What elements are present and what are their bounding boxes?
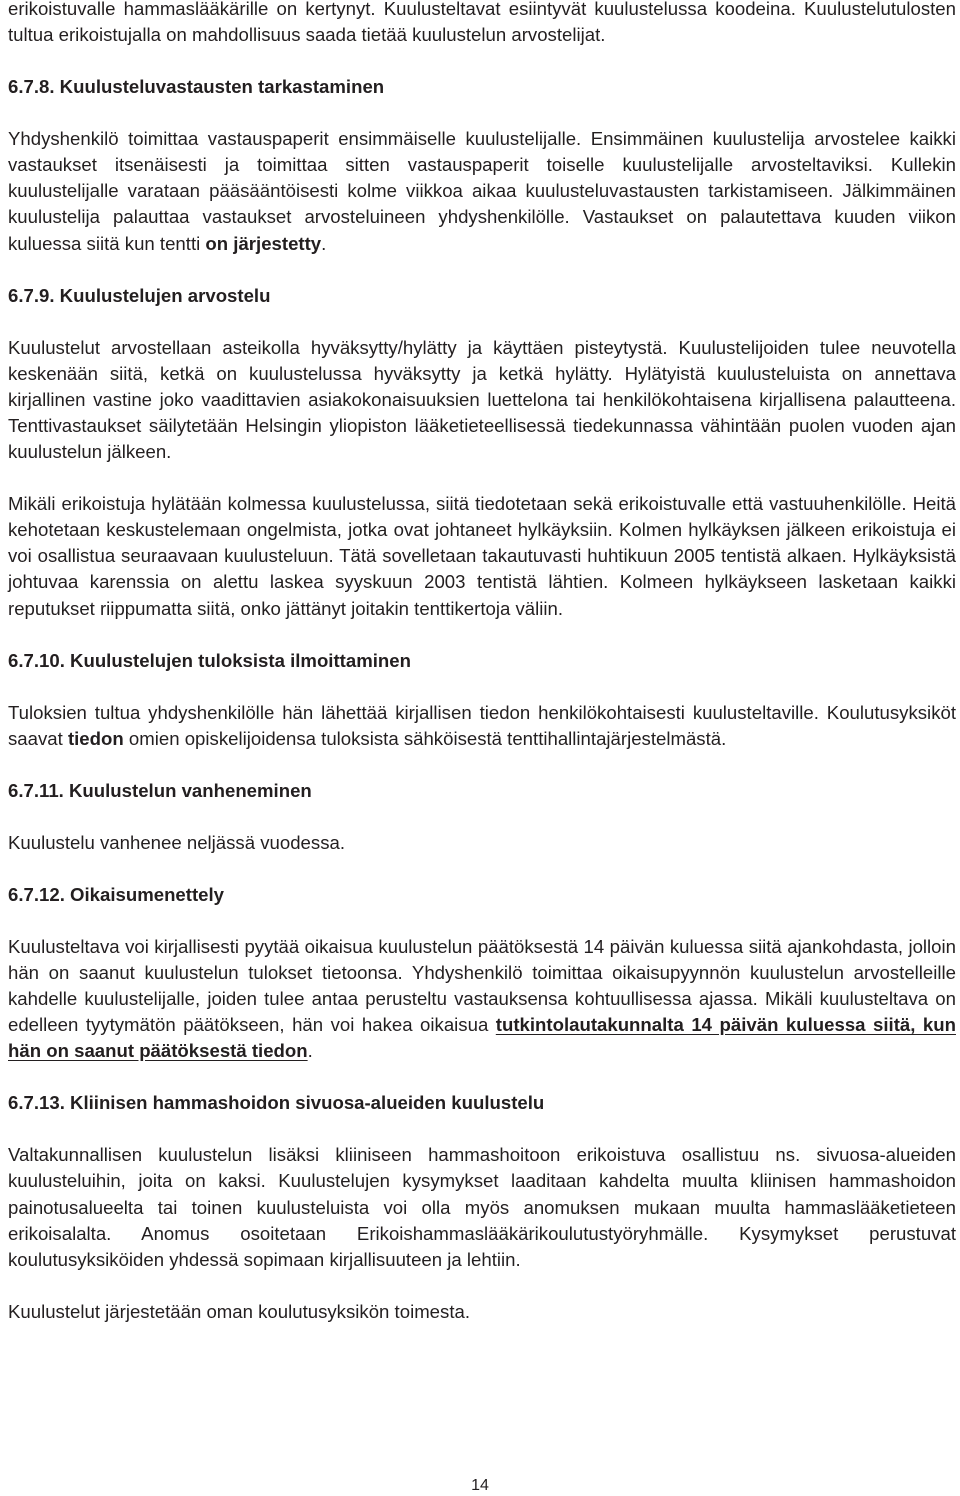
- paragraph: [8, 126, 956, 256]
- section-heading-6-7-8: 6.7.8. Kuulusteluvastausten tarkastaminen: [8, 76, 385, 98]
- paragraph-text: omien opiskelijoidensa tuloksista sähköisestä tenttihallintajärjestelmästä.: [123, 727, 727, 749]
- section-heading-6-7-9: 6.7.9. Kuulustelujen arvostelu: [8, 284, 271, 306]
- paragraph: Valtakunnallisen kuulustelun lisäksi kliiniseen hammashoitoon erikoistuva osallistuu ns. sivuosa-alueiden kuulusteluihin, joita on kaksi. Kuulustelujen kysymykset laaditaan kahdelta muulta kliinisen hammashoidon painotusalueelta tai toinen kuulusteluista voi olla myös anomuksen mukaan muulta hammaslääketieteen erikoisalalta. Anomus osoitetaan Erikoishammaslääkärikoulutustyöryhmälle. Kysymykset perustuvat koulutusyksiköiden yhdessä sopimaan kirjallisuuteen ja lehtiin.: [8, 1144, 956, 1270]
- paragraph: Kuulustelut arvostellaan asteikolla hyväksytty/hylätty ja käyttäen pisteytystä. Kuulustelijoiden tulee neuvotella keskenään siitä, ketkä on kuulustelussa hyväksytty ja ketkä hylätty. Hylätyistä kuulusteluista on annettava kirjallinen vastine joko vaadittavien asiakokonaisuuksien luettelona tai henkilökohtaisena kirjallisena palautteena. Tenttivastaukset säilytetään Helsingin yliopiston lääketieteellisessä tiedekunnassa vähintään puolen vuoden ajan kuulustelun jälkeen.: [8, 336, 956, 463]
- paragraph-text: Ensimmäinen kuulustelija arvostelee kaikki vastaukset itsenäisesti ja toimittaa sitten vastauspaperit toiselle kuulustelijalle arvosteltaviksi. Kullekin kuulustelijalle varataan pääsääntöisesti kolme viikkoa aikaa kuulusteluvastausten tarkistamiseen. Jälkimmäinen kuulustelija palauttaa vastaukset arvosteluineen yhdyshenkilölle. Vastaukset on palautettava kuuden viikon kuluessa siitä kun tentti: [8, 128, 956, 254]
- underlined-bold-text: tutkintolautakunnalta 14 päivän kuluessa siitä, kun hän on saanut päätöksestä tiedon: [8, 1014, 956, 1062]
- paragraph-text: .: [321, 232, 327, 254]
- paragraph: Mikäli erikoistuja hylätään kolmessa kuulustelussa, siitä tiedotetaan sekä erikoistuvalle että vastuuhenkilölle. Heitä kehotetaan keskustelemaan ongelmista, jotka ovat johtaneet hylkäyksiin. Kolmen hylkäyksen jälkeen erikoistuja ei voi osallistua seuraavaan kuulusteluun. Tätä sovelletaan takautuvasti huhtikuun 2005 tentistä alkaen. Hylkäyksistä johtuvaa karenssia on alettu laskea syyskuun 2003 tentistä lähtien. Kolmeen hylkäykseen lasketaan kaikki reputukset riippumatta siitä, onko jättänyt joitakin tenttikertoja väliin.: [8, 493, 956, 619]
- section-heading-6-7-10: 6.7.10. Kuulustelujen tuloksista ilmoittaminen: [8, 649, 411, 671]
- section-heading-6-7-13: 6.7.13. Kliinisen hammashoidon sivuosa-alueiden kuulustelu: [8, 1092, 545, 1114]
- section-heading-6-7-11: 6.7.11. Kuulustelun vanheneminen: [8, 779, 312, 801]
- paragraph-text: .: [307, 1040, 313, 1062]
- intro-paragraph: erikoistuvalle hammaslääkärille on kertynyt. Kuulusteltavat esiintyvät kuulustelussa koodeina. Kuulustelutulosten tultua erikoistujalla on mahdollisuus saada tietää kuulustelun arvostelijat.: [8, 0, 956, 46]
- paragraph: [8, 700, 956, 752]
- section-heading-6-7-12: 6.7.12. Oikaisumenettely: [8, 883, 225, 905]
- paragraph-text: Yhdyshenkilö toimittaa vastauspaperit ensimmäiselle kuulustelijalle.: [8, 128, 582, 150]
- bold-text: on järjestetty: [205, 232, 322, 254]
- page-number: 14: [471, 1477, 489, 1494]
- paragraph: [8, 934, 956, 1064]
- paragraph-text: Kuulusteltava voi kirjallisesti pyytää oikaisua kuulustelun päätöksestä 14 päivän kuluessa siitä ajankohdasta, jolloin hän on saanut kuulustelun tulokset tietoonsa. Yhdyshenkilö toimittaa oikaisupyynnön kuulustelun arvostelleille kahdelle kuulustelijalle, joiden tulee antaa perusteltu vastauksensa kohtuullisessa ajassa. Mikäli kuulusteltava on edelleen tyytymätön päätökseen, hän voi hakea oikaisua: [8, 935, 956, 1036]
- paragraph: Kuulustelu vanhenee neljässä vuodessa.: [8, 831, 345, 853]
- bold-text: tiedon: [67, 727, 124, 749]
- paragraph: Kuulustelut järjestetään oman koulutusyksikön toimesta.: [8, 1300, 470, 1322]
- document-page: [8, 0, 956, 1325]
- paragraph-text: Tuloksien tultua yhdyshenkilölle hän lähettää kirjallisen tiedon henkilökohtaisesti kuulusteltaville. Koulutusyksiköt saavat: [8, 701, 956, 749]
